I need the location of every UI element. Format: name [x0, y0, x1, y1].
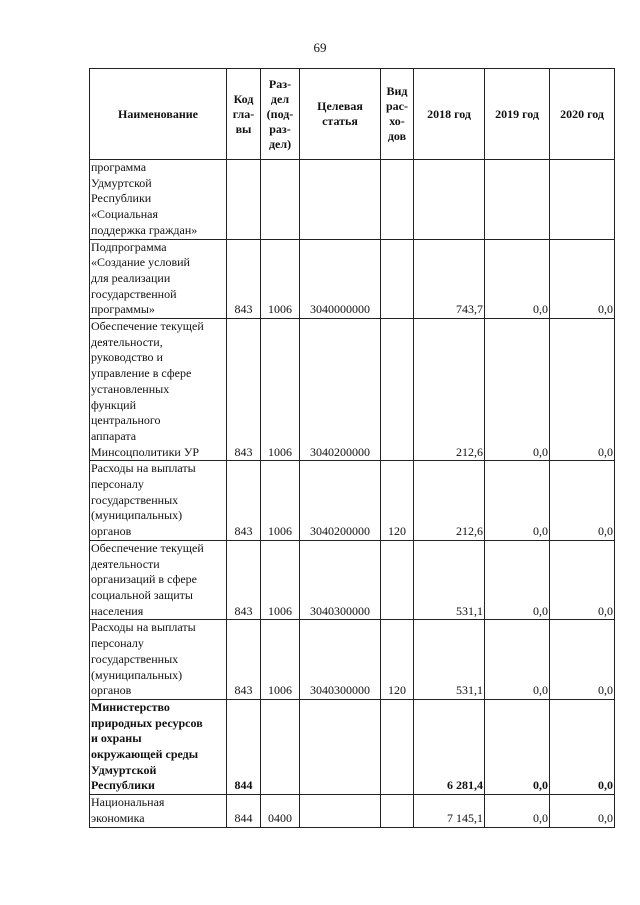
table-header-row [90, 69, 615, 160]
cell-target: 3040200000 [300, 461, 381, 541]
cell-section [261, 160, 300, 240]
cell-expense: 120 [381, 461, 414, 541]
cell-y2019: 0,0 [485, 795, 550, 827]
row-name: Обеспечение текущей деятельности организаций в сфере социальной защиты населения [91, 540, 204, 618]
cell-target: 3040300000 [300, 620, 381, 700]
cell-y2019: 0,0 [485, 699, 550, 794]
cell-target [300, 795, 381, 827]
cell-y2019: 0,0 [485, 461, 550, 541]
cell-name [90, 239, 227, 319]
cell-chapter: 844 [227, 699, 261, 794]
cell-y2018: 531,1 [414, 620, 485, 700]
row-name: Расходы на выплаты персоналу государственных (муниципальных) органов [91, 461, 196, 539]
cell-name [90, 795, 227, 827]
cell-y2018: 212,6 [414, 461, 485, 541]
cell-section: 1006 [261, 461, 300, 541]
cell-y2020: 0,0 [550, 461, 615, 541]
table-row [90, 620, 615, 700]
cell-expense [381, 160, 414, 240]
row-name: программа Удмуртской Республики «Социальная поддержка граждан» [91, 160, 198, 237]
header-2019: 2019 год [485, 69, 550, 160]
table-row [90, 795, 615, 827]
header-2020: 2020 год [550, 69, 615, 160]
cell-section [261, 699, 300, 794]
table-row [90, 461, 615, 541]
cell-y2018 [414, 160, 485, 240]
cell-name [90, 461, 227, 541]
cell-target [300, 160, 381, 240]
cell-expense [381, 699, 414, 794]
cell-expense: 120 [381, 620, 414, 700]
cell-expense [381, 239, 414, 319]
cell-y2019: 0,0 [485, 239, 550, 319]
table-row [90, 160, 615, 240]
cell-section: 0400 [261, 795, 300, 827]
cell-y2018: 6 281,4 [414, 699, 485, 794]
table-row [90, 540, 615, 620]
header-target: Целевая статья [300, 69, 381, 160]
cell-y2020: 0,0 [550, 540, 615, 620]
cell-chapter: 843 [227, 620, 261, 700]
header-section: Раз- дел (под- раз- дел) [261, 69, 300, 160]
cell-y2018: 212,6 [414, 319, 485, 461]
row-name: Министерство природных ресурсов и охраны окружающей среды Удмуртской Республики [91, 699, 203, 793]
cell-y2020: 0,0 [550, 319, 615, 461]
header-name: Наименование [90, 69, 227, 160]
row-name: Национальная экономика [91, 795, 165, 825]
cell-section: 1006 [261, 319, 300, 461]
cell-y2019: 0,0 [485, 540, 550, 620]
cell-y2020 [550, 160, 615, 240]
cell-chapter [227, 160, 261, 240]
cell-name [90, 540, 227, 620]
row-name: Подпрограмма «Создание условий для реализации государственной программы» [91, 239, 190, 317]
cell-y2020: 0,0 [550, 239, 615, 319]
table-row [90, 239, 615, 319]
header-chapter: Код гла- вы [227, 69, 261, 160]
cell-chapter: 843 [227, 461, 261, 541]
cell-section: 1006 [261, 239, 300, 319]
cell-y2018: 7 145,1 [414, 795, 485, 827]
cell-target: 3040200000 [300, 319, 381, 461]
page-number: 69 [313, 40, 327, 55]
cell-y2019 [485, 160, 550, 240]
cell-y2020: 0,0 [550, 795, 615, 827]
cell-chapter: 843 [227, 540, 261, 620]
cell-name [90, 319, 227, 461]
table-row [90, 699, 615, 794]
cell-y2020: 0,0 [550, 699, 615, 794]
row-name: Обеспечение текущей деятельности, руководство и управление в сфере установленных функций центрального аппарата Минсоцполитики УР [91, 319, 204, 459]
cell-target: 3040300000 [300, 540, 381, 620]
cell-section: 1006 [261, 620, 300, 700]
cell-expense [381, 795, 414, 827]
cell-section: 1006 [261, 540, 300, 620]
cell-chapter: 843 [227, 239, 261, 319]
table-row [90, 319, 615, 461]
cell-target: 3040000000 [300, 239, 381, 319]
header-2018: 2018 год [414, 69, 485, 160]
cell-y2020: 0,0 [550, 620, 615, 700]
cell-expense [381, 319, 414, 461]
cell-y2019: 0,0 [485, 620, 550, 700]
cell-y2018: 531,1 [414, 540, 485, 620]
header-expense: Вид рас- хо- дов [381, 69, 414, 160]
cell-y2018: 743,7 [414, 239, 485, 319]
cell-name [90, 160, 227, 240]
budget-table [89, 68, 615, 828]
cell-target [300, 699, 381, 794]
cell-y2019: 0,0 [485, 319, 550, 461]
cell-name [90, 699, 227, 794]
cell-name [90, 620, 227, 700]
cell-chapter: 843 [227, 319, 261, 461]
row-name: Расходы на выплаты персоналу государственных (муниципальных) органов [91, 620, 196, 698]
cell-chapter: 844 [227, 795, 261, 827]
cell-expense [381, 540, 414, 620]
